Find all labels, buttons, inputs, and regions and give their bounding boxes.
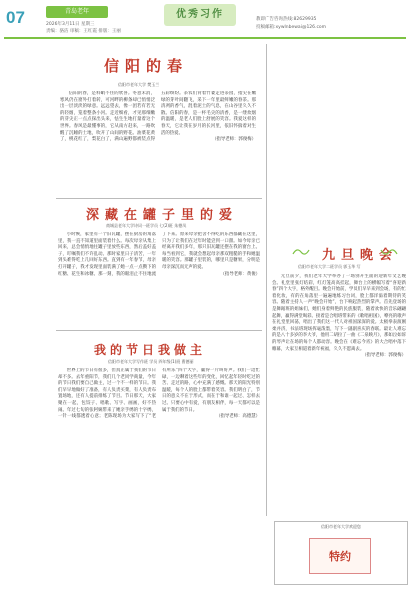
article-1-byline: 信阳市老年大学 樊玉兰 xyxy=(118,82,160,87)
article-4-title: 我的节日我做主 xyxy=(94,343,207,357)
sponsor-ad xyxy=(274,521,408,585)
email-line: 投稿邮箱:xywlnbewai@126.com xyxy=(256,25,327,30)
article-4-credit: （指导老师：高德慧） xyxy=(216,414,260,420)
article-2-credit: （指导老师：郭俊梅） xyxy=(362,353,406,359)
article-4-text: 世界上的节日有很多，但真正属于我们的节日却不多。去年重阳节，我们几个老同学商量，今年的节日我们要自己做主，过一个不一样的节日。我们早早地做好了准备，有人负责买菜，有人负责布置场地，还有人提前排练了节目。节日那天，大家聚在一起，包饺子、唱歌、写字、画画，好不热闹。年过七旬的张阿姨带来了她亲手绣的十字绣，一针一线都透着心意；老陈现场为大家写下了“老有所乐”四个大字，赢得一片叫好声。我们一边忙碌，一边聊着这些年的变化，回忆起年轻时吃过的苦、走过的路，心中充满了感慨。那天的阳光特别温暖，每个人的脸上都带着笑容。我们明白了，节日的意义不在于形式，而在于和谁一起过、怎样去过。只要心中有爱，有朋友相伴，每一天都可以是属于我们的节日。 xyxy=(58,368,260,420)
column-divider xyxy=(266,44,267,516)
article-2-body xyxy=(272,274,406,516)
article-2-title: 九旦晚会 xyxy=(322,248,399,263)
article-3-body xyxy=(58,232,260,316)
header-rule xyxy=(4,37,406,39)
article-1-credit: （指导老师：郭俊梅） xyxy=(212,137,256,143)
ad-label: 特约 xyxy=(329,550,351,563)
article-4-body xyxy=(58,368,260,580)
issue-date: 2026年3月11日 星期三 xyxy=(46,22,95,27)
paper-logo: 青岛老年 xyxy=(46,6,108,18)
article-3-credit: （指导老师：黄俊） xyxy=(220,271,260,277)
section-divider-2 xyxy=(56,330,262,331)
title-ornament-right-icon xyxy=(380,246,398,258)
article-3-text: 小时候，家里有一个旧瓦罐，摆在厨房的角落里，我一直不知道里面装着什么。每次母亲从集上回来，总会悄悄地往罐子里放些东西，然后盖好盖子，叮嘱我们不许乱动。那时家里日子清苦，一年到头难得吃上几回好东西。直到有一年春节，母亲打开罐子，我才发现里面装满了她一点一点攒下的红糖、花生和冰糖。那一刻，我的眼泪止不住地流了下来。原来母亲把舍不得吃的东西都藏在这里，只为了让我们在过年时能尝到一口甜。如今母亲已经离开我们多年，那只旧瓦罐还摆在我的窗台上。每当看到它，我就会想起母亲那双粗糙的手和她温暖的笑容。那罐子里装的，哪里只是糖果，分明是母亲深沉而无声的爱。 xyxy=(58,232,260,277)
page-header xyxy=(4,2,406,36)
section-banner xyxy=(164,4,236,26)
article-3-byline: 商城县老年大学诗词一班学员 七(2)班 朱德凤 xyxy=(106,223,187,228)
article-1-title: 信阳的春 xyxy=(104,57,189,75)
article-2-text: 元旦前夕，我们老年大学举办了一场别开生面的迎新年文艺晚会。礼堂里张灯结彩，红灯笼高高挂起，舞台上的横幅写着“喜迎新春”四个大字，格外醒目。晚会开始前，学员们早早来到会场，有的忙着化妆，有的在角落里一遍遍地练习台词，脸上都洋溢着期待的笑容。随着主持人一声“晚会开始”，台下响起热烈的掌声。首先登场的是舞蹈班的姐妹们，她们身着鲜艳的民族服装，随着欢快的音乐翩翩起舞，赢得满堂喝彩。接着是合唱班带来的《歌唱祖国》，嘹亮的歌声在礼堂里回荡，唱出了我们这一代人对祖国深深的爱。太极拳表演刚柔并济，书法班现场挥毫泼墨，写下一副副喜庆的春联。最让人难忘的是八十多岁的李大爷，他用二胡拉了一曲《二泉映月》，那如泣如诉的琴声让在场的每个人都动容。晚会在《难忘今宵》的大合唱中落下帷幕，大家互相道着新年祝福，久久不愿离去。 xyxy=(272,274,406,352)
article-3-title: 深藏在罐子里的爱 xyxy=(86,208,239,223)
contact-line: 教即广告咨询热线:82629935 xyxy=(256,17,317,22)
article-2-byline: 信阳市老年大学二班学员 郭玉华 写 xyxy=(298,264,361,269)
page-number: 07 xyxy=(6,8,25,27)
title-ornament-left-icon xyxy=(292,246,310,258)
ad-title: 信阳市老年大学欢迎您 xyxy=(321,524,361,529)
editor-line: 责编：骆洁 审稿：王红霞 排版：王丽 xyxy=(46,29,121,34)
section-title: 优秀习作 xyxy=(176,9,224,20)
article-1-text: 信阳的春，是料峭不住的欣喜。冬意未消，寒风仍在窗外打着转，可河畔的柳条却已悄悄泛出一层淡淡的绿意。远远望去，像一团若有若无的轻烟，笼着整条小河。走近细看，才见那细嫩的芽尖正一点点探出头来，怯生生地打量着这个世界。春风是最懂事的，它从南方赶来，一路吹醒了沉睡的土地，吹开了山间的野花。油菜花黄了，桃花红了，梨花白了，满山遍野都被装点得五彩缤纷。茶农们背着竹篓走进茶园，指尖在嫩绿的芽叶间翻飞，采下一年里最鲜嫩的春茶。那清冽的香气，混着泥土的气息，在山谷里久久不散。信阳的春，是一杯毛尖的清香，是一缕炊烟的温暖，是老人们脸上舒展的笑容。我爱这样的春天，它让我在岁月的长河里，依旧怀揣着对生活的热爱。 xyxy=(60,91,256,143)
ad-label-box xyxy=(309,538,371,574)
section-divider-1 xyxy=(56,198,262,199)
article-4-byline: 信阳市老年大学写作班 学员 四年级(1)班 曹德丽 xyxy=(108,359,194,364)
article-1-body xyxy=(60,91,256,191)
